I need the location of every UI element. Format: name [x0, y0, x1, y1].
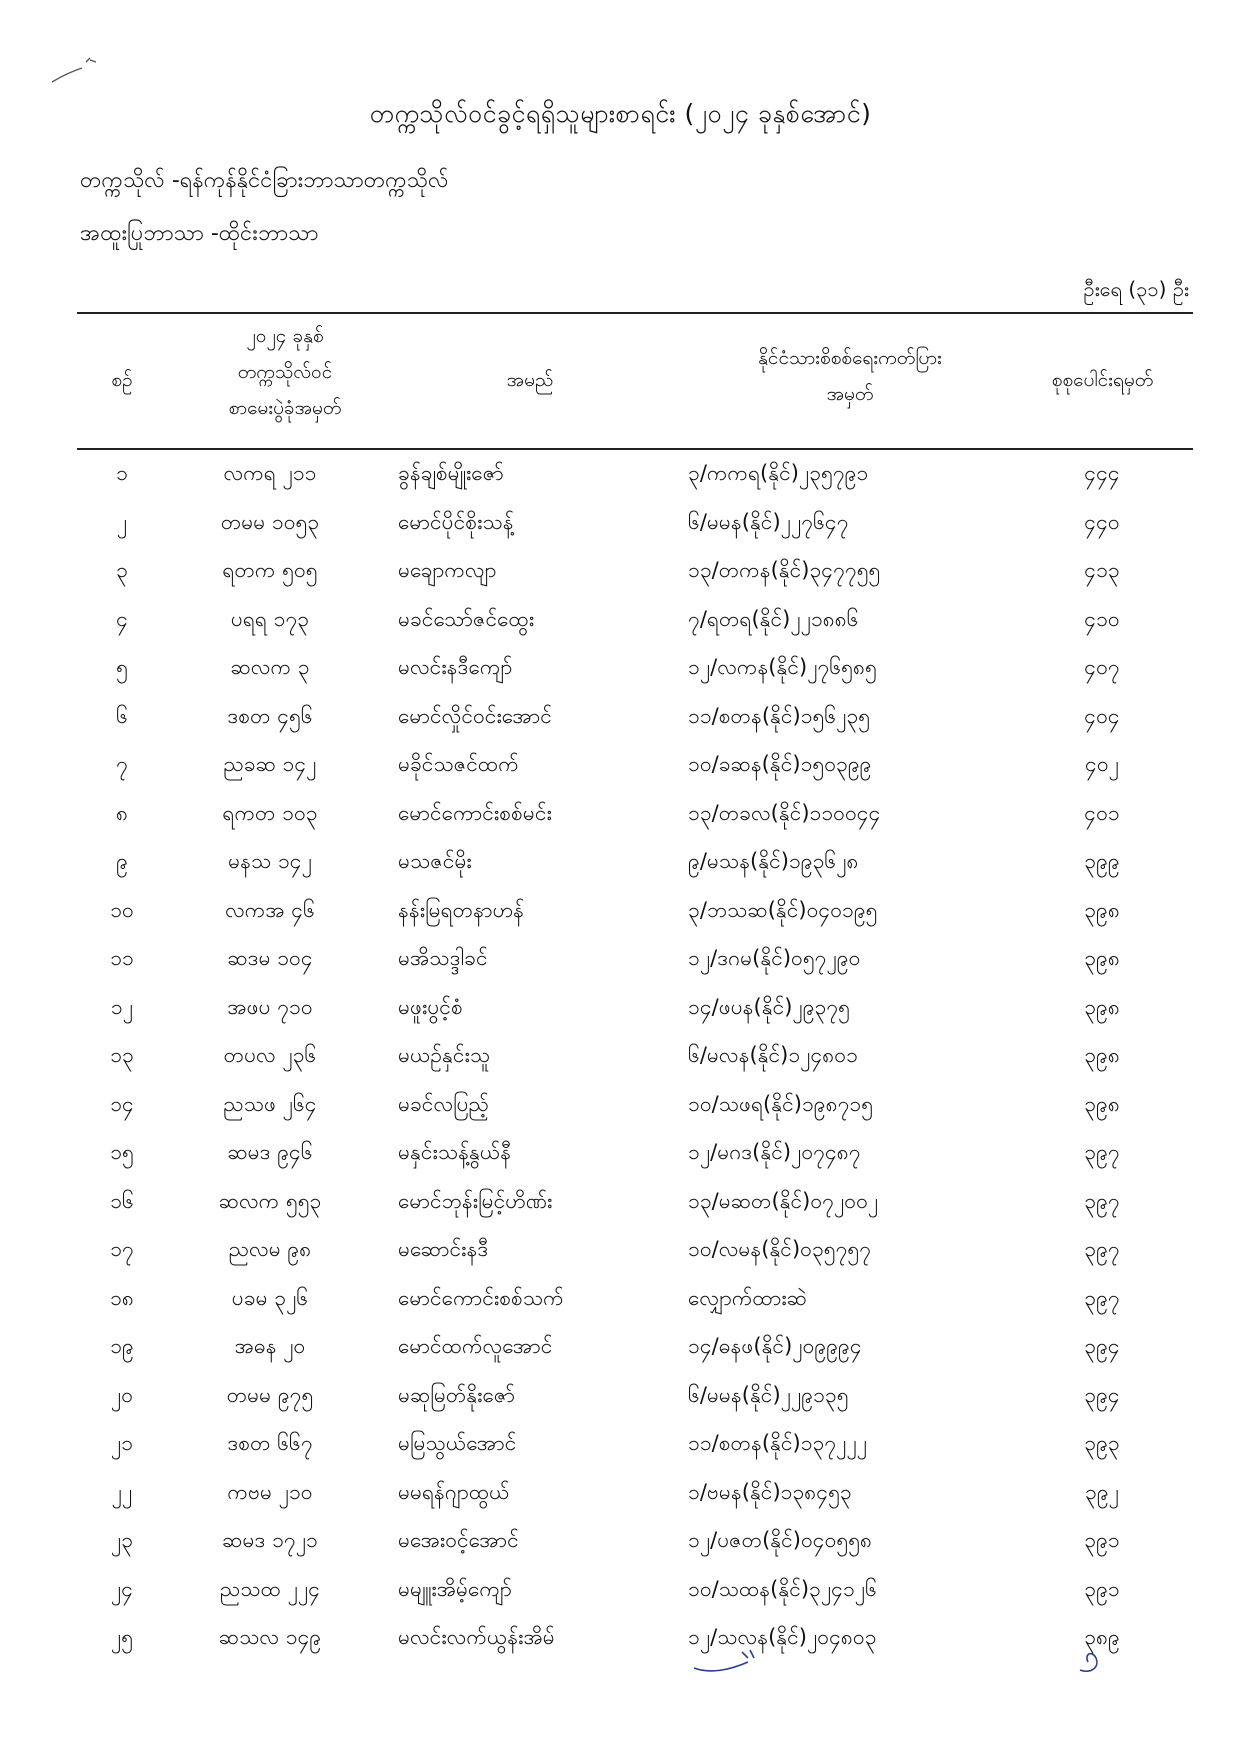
- cell-seq: ၁၀: [110, 897, 134, 922]
- cell-name: မအေးဝင့်အောင်: [398, 1528, 519, 1552]
- cell-roll: ရတက ၅၀၅: [222, 558, 318, 582]
- cell-name: မသဇင်မိုး: [398, 849, 472, 873]
- cell-name: မဆုမြတ်နိုးဇော်: [398, 1382, 515, 1407]
- cell-name: နန်းမြရတနာဟန်: [398, 897, 525, 922]
- cell-name: မောင်ကောင်းစစ်မင်း: [398, 800, 552, 825]
- header-total-marks: စုစုပေါင်းရမှတ်: [1051, 369, 1154, 391]
- cell-name: မမျူးအိမ့်ကျော်: [398, 1576, 512, 1601]
- cell-total: [1015, 1479, 1190, 1510]
- cell-nrc: ၉/မသန(နိုင်)၁၉၃၆၂၈: [688, 849, 859, 873]
- cell-roll: တမမ ၉၇၅: [226, 1382, 314, 1407]
- cell-total: [1015, 703, 1190, 734]
- header-seq: စဉ်: [111, 369, 133, 391]
- cell-seq: ၂: [116, 509, 128, 534]
- total-value: ၃၉၇: [1084, 1237, 1120, 1261]
- cell-seq: ၈: [116, 800, 128, 825]
- cell-total: [1015, 1091, 1190, 1122]
- cell-nrc: ၁၁/စတန(နိုင်)၁၅၆၂၃၅: [688, 703, 871, 728]
- cell-nrc: ၁၃/တကန(နိုင်)၃၄၇၇၅၅: [688, 558, 881, 582]
- header-nrc: [680, 340, 1020, 412]
- cell-nrc: ၁/ဗမန(နိုင်)၁၃၈၄၅၃: [688, 1479, 852, 1504]
- cell-name: မောင်ထက်လူအောင်: [398, 1334, 553, 1358]
- major-line: အထူးပြုဘာသာ -ထိုင်းဘာသာ: [80, 221, 319, 246]
- cell-roll: ကဗမ ၂၁၀: [227, 1479, 313, 1504]
- cell-seq: ၁၈: [110, 1285, 134, 1310]
- total-value: ၃၉၃: [1084, 1431, 1120, 1455]
- cell-roll: ရကတ ၁၀၃: [222, 800, 318, 825]
- cell-roll: ဆလက ၃: [230, 655, 310, 679]
- total-value: ၃၉၉: [1084, 849, 1120, 873]
- cell-roll: ဆလက ၅၅၃: [218, 1188, 322, 1213]
- cell-name: မဖူးပွင့်စံ: [398, 994, 463, 1019]
- cell-roll: ညသထ ၂၂၄: [219, 1576, 321, 1601]
- cell-name: မခင်သော်ဇင်ထွေး: [398, 606, 535, 631]
- total-value: ၃၉၄: [1084, 1334, 1120, 1358]
- cell-name: မခင်လပြည့်: [398, 1091, 489, 1116]
- total-value: ၃၉၁: [1084, 1576, 1120, 1601]
- cell-seq: ၂၁: [110, 1431, 134, 1455]
- cell-nrc: ၇/ရတရ(နိုင်)၂၂၁၈၈၆: [688, 606, 859, 631]
- total-value: ၄၄၄: [1084, 461, 1120, 485]
- cell-nrc: ၁၂/သလန(နိုင်)၂၀၄၈၀၃: [688, 1625, 877, 1649]
- total-value: ၄၀၇: [1084, 655, 1120, 679]
- cell-seq: ၄: [116, 606, 128, 631]
- header-roll-line2: တက္ကသိုလ်ဝင်: [237, 361, 333, 383]
- cell-seq: ၂၅: [110, 1625, 134, 1649]
- total-value: ၃၈၉: [1084, 1625, 1120, 1649]
- student-count: ဦးရေ (၃၁) ဦး: [1083, 277, 1189, 301]
- cell-total: [1015, 1576, 1190, 1607]
- cell-name: မယဉ်နှင်းသူ: [398, 1043, 491, 1067]
- cell-seq: ၁၇: [110, 1237, 134, 1261]
- cell-name: မမရန်ဂျာထွယ်: [398, 1479, 510, 1504]
- cell-total: [1015, 1139, 1190, 1170]
- header-name: အမည်: [506, 369, 554, 391]
- table-row: [0, 695, 1241, 744]
- total-value: ၃၉၁: [1084, 1528, 1120, 1552]
- cell-name: မခိုင်သဇင်ထက်: [398, 752, 519, 776]
- cell-seq: ၂၀: [110, 1382, 134, 1407]
- cell-total: [1015, 848, 1190, 879]
- cell-total: [1015, 509, 1190, 540]
- total-value: ၃၉၇: [1084, 1188, 1120, 1213]
- cell-roll: ပရရ ၁၇၃: [230, 606, 310, 631]
- cell-seq: ၁: [116, 461, 128, 485]
- table-row: [0, 1616, 1241, 1665]
- cell-seq: ၁၂: [110, 994, 134, 1019]
- cell-roll: ဆမဒ ၉၄၆: [227, 1140, 313, 1164]
- cell-nrc: ၁၂/မဂဒ(နိုင်)၂၀၇၄၈၇: [688, 1140, 861, 1164]
- cell-total: [1015, 1188, 1190, 1219]
- cell-total: [1015, 1285, 1190, 1316]
- cell-total: [1015, 1382, 1190, 1413]
- table-row: [0, 501, 1241, 550]
- document-title: တက္ကသိုလ်ဝင်ခွင့်ရရှိသူများစာရင်း (၂၀၂၄ ခုနှစ်အောင်): [369, 99, 872, 128]
- cell-nrc: ၆/မမန(နိုင်)၂၂၉၁၃၅: [688, 1382, 849, 1407]
- cell-name: မောင်ပိုင်စိုးသန့်: [398, 509, 514, 534]
- cell-nrc: ၁၁/စတန(နိုင်)၁၃၇၂၂၂: [688, 1431, 868, 1455]
- header-roll-line3: စာမေးပွဲခုံအမှတ်: [228, 397, 342, 419]
- cell-name: မအိသဒ္ဒါခင်: [398, 946, 488, 970]
- cell-nrc: ၁၂/လကန(နိုင်)၂၇၆၅၈၅: [688, 655, 877, 679]
- cell-name: မလင်းလက်ယွန်းအိမ်: [398, 1625, 555, 1649]
- cell-nrc: ၁၀/သထန(နိုင်)၃၂၄၁၂၆: [688, 1576, 877, 1601]
- cell-roll: ဆဒမ ၁၀၄: [227, 946, 313, 970]
- table-row: [0, 646, 1241, 695]
- cell-roll: ဆသလ ၁၄၉: [218, 1625, 322, 1649]
- cell-name: မနှင်းသန့်နွယ်နီ: [398, 1140, 512, 1164]
- cell-name: မလင်းနဒီကျော်: [398, 655, 513, 679]
- total-value: ၄၁၀: [1084, 606, 1120, 631]
- cell-roll: အဖပ ၇၁၀: [227, 994, 313, 1019]
- cell-total: [1015, 606, 1190, 637]
- cell-name: မောင်လှိုင်ဝင်းအောင်: [398, 703, 552, 728]
- cell-total: [1015, 751, 1190, 782]
- cell-seq: ၇: [116, 752, 128, 776]
- total-value: ၄၁၃: [1084, 558, 1120, 582]
- total-value: ၄၀၄: [1084, 703, 1120, 728]
- cell-nrc: ၁၃/မဆတ(နိုင်)၀၇၂၀၀၂: [688, 1188, 879, 1213]
- cell-name: ခွန်ချစ်မျိုးဇော်: [398, 461, 504, 485]
- university-line: တက္ကသိုလ် -ရန်ကုန်နိုင်ငံခြားဘာသာတက္ကသိုလ်: [80, 168, 449, 193]
- table-row: [0, 889, 1241, 938]
- cell-seq: ၂၂: [111, 1479, 133, 1504]
- cell-nrc: ၃/ဘသဆ(နိုင်)၀၄၀၁၉၅: [688, 897, 878, 922]
- total-value: ၃၉၈: [1084, 1091, 1120, 1116]
- cell-total: [1015, 945, 1190, 976]
- cell-total: [1015, 1042, 1190, 1073]
- cell-nrc: ၁၄/ဓနဖ(နိုင်)၂၀၉၉၉၄: [688, 1334, 862, 1358]
- table-row: [0, 1325, 1241, 1374]
- table-row: [0, 1228, 1241, 1277]
- total-value: ၃၉၄: [1084, 1382, 1120, 1407]
- cell-name: မချောကလျာ: [398, 558, 497, 582]
- table-row: [0, 792, 1241, 841]
- cell-seq: ၁၆: [110, 1188, 134, 1213]
- cell-nrc: ၁၃/တခလ(နိုင်)၁၁၀၀၄၄: [688, 800, 881, 825]
- table-row: [0, 1422, 1241, 1471]
- cell-roll: လကအ ၄၆: [225, 897, 315, 922]
- cell-total: [1015, 1236, 1190, 1267]
- cell-seq: ၁၃: [110, 1043, 134, 1067]
- table-row: [0, 1277, 1241, 1326]
- total-value: ၃၉၂: [1085, 1479, 1119, 1504]
- table-row: [0, 743, 1241, 792]
- cell-total: [1015, 557, 1190, 588]
- cell-name: မမြသွယ်အောင်: [398, 1431, 517, 1455]
- cell-roll: တပလ ၂၃၆: [223, 1043, 317, 1067]
- cell-name: မောင်ကောင်းစစ်သက်: [398, 1285, 564, 1310]
- student-table-body: [0, 452, 1241, 1665]
- cell-roll: ဒစတ ၆၆၇: [227, 1431, 313, 1455]
- cell-total: [1015, 460, 1190, 491]
- cell-nrc: ၁၂/ပဇတ(နိုင်)၀၄၀၅၅၈: [688, 1528, 873, 1552]
- table-row: [0, 452, 1241, 501]
- total-value: ၃၉၈: [1084, 946, 1120, 970]
- initials-mark: [690, 1640, 770, 1680]
- cell-nrc: ၆/မမန(နိုင်)၂၂၇၆၄၇: [688, 509, 849, 534]
- cell-total: [1015, 994, 1190, 1025]
- total-value: ၃၉၈: [1084, 1043, 1120, 1067]
- cell-total: [1015, 897, 1190, 928]
- cell-nrc: ၆/မလန(နိုင်)၁၂၄၈၀၁: [688, 1043, 858, 1067]
- table-row: [0, 1034, 1241, 1083]
- cell-total: [1015, 654, 1190, 685]
- table-row: [0, 1083, 1241, 1132]
- cell-nrc: ၁၀/ခဆန(နိုင်)၁၅၀၃၉၉: [688, 752, 872, 776]
- cell-total: [1015, 1430, 1190, 1461]
- table-row: [0, 1180, 1241, 1229]
- cell-roll: ညသဖ ၂၆၄: [223, 1091, 317, 1116]
- cell-nrc: လျှောက်ထားဆဲ: [688, 1285, 807, 1310]
- table-row: [0, 1131, 1241, 1180]
- cell-nrc: ၁၄/ဖပန(နိုင်)၂၉၃၇၅: [688, 994, 850, 1019]
- total-value: ၃၉၇: [1084, 1140, 1120, 1164]
- cell-total: [1015, 800, 1190, 831]
- cell-seq: ၂၃: [110, 1528, 134, 1552]
- table-row: [0, 1568, 1241, 1617]
- header-roll-line1: ၂၀၂၄ ခုနှစ်: [246, 325, 324, 347]
- cell-roll: အဓန ၂၀: [234, 1334, 306, 1358]
- table-row: [0, 549, 1241, 598]
- table-row: [0, 1374, 1241, 1423]
- cell-nrc: ၁၀/လမန(နိုင်)၀၃၅၇၅၇: [688, 1237, 872, 1261]
- cell-roll: ညလမ ၉၈: [228, 1237, 312, 1261]
- table-row: [0, 986, 1241, 1035]
- cell-name: မဆောင်းနဒီ: [398, 1237, 489, 1261]
- table-row: [0, 598, 1241, 647]
- cell-roll: ညခဆ ၁၄၂: [223, 752, 317, 776]
- total-value: ၃၉၈: [1084, 994, 1120, 1019]
- cell-seq: ၃: [116, 558, 128, 582]
- cell-roll: လကရ ၂၁၁: [223, 461, 317, 485]
- table-top-rule: [77, 312, 1193, 314]
- cell-roll: ဆမဒ ၁၇၂၁: [222, 1528, 318, 1552]
- table-row: [0, 1519, 1241, 1568]
- cell-seq: ၉: [116, 849, 128, 873]
- cell-seq: ၅: [116, 655, 128, 679]
- initials-mark: [1070, 1640, 1110, 1680]
- cell-roll: ပခမ ၃၂၆: [231, 1285, 309, 1310]
- table-header-rule: [77, 448, 1193, 450]
- cell-roll: တမမ ၁၀၅၃: [220, 509, 320, 534]
- pen-mark: [48, 52, 108, 92]
- total-value: ၄၄၀: [1084, 509, 1120, 534]
- cell-seq: ၂၄: [110, 1576, 134, 1601]
- cell-roll: ဒစတ ၄၅၆: [227, 703, 313, 728]
- cell-name: မောင်ဘုန်းမြင့်ဟိဏ်း: [398, 1188, 553, 1213]
- header-nrc-line1: နိုင်ငံသားစိစစ်ရေးကတ်ပြား: [758, 347, 942, 369]
- cell-seq: ၆: [116, 703, 128, 728]
- header-roll-number: [170, 318, 400, 426]
- total-value: ၃၉၈: [1084, 897, 1120, 922]
- table-row: [0, 1471, 1241, 1520]
- total-value: ၃၉၇: [1084, 1285, 1120, 1310]
- cell-total: [1015, 1333, 1190, 1364]
- total-value: ၄၀၁: [1084, 800, 1120, 825]
- cell-nrc: ၁၀/သဖရ(နိုင်)၁၉၈၇၁၅: [688, 1091, 874, 1116]
- cell-seq: ၁၁: [110, 946, 134, 970]
- total-value: ၄၀၂: [1085, 752, 1119, 776]
- table-row: [0, 840, 1241, 889]
- cell-seq: ၁၉: [110, 1334, 134, 1358]
- cell-roll: မနသ ၁၄၂: [228, 849, 312, 873]
- cell-seq: ၁၅: [110, 1140, 134, 1164]
- table-row: [0, 937, 1241, 986]
- cell-seq: ၁၄: [110, 1091, 134, 1116]
- cell-nrc: ၃/ကကရ(နိုင်)၂၃၅၇၉၁: [688, 461, 869, 485]
- cell-nrc: ၁၂/ဒဂမ(နိုင်)၀၅၇၂၉၀: [688, 946, 861, 970]
- cell-total: [1015, 1527, 1190, 1558]
- header-nrc-line2: အမှတ်: [826, 383, 874, 405]
